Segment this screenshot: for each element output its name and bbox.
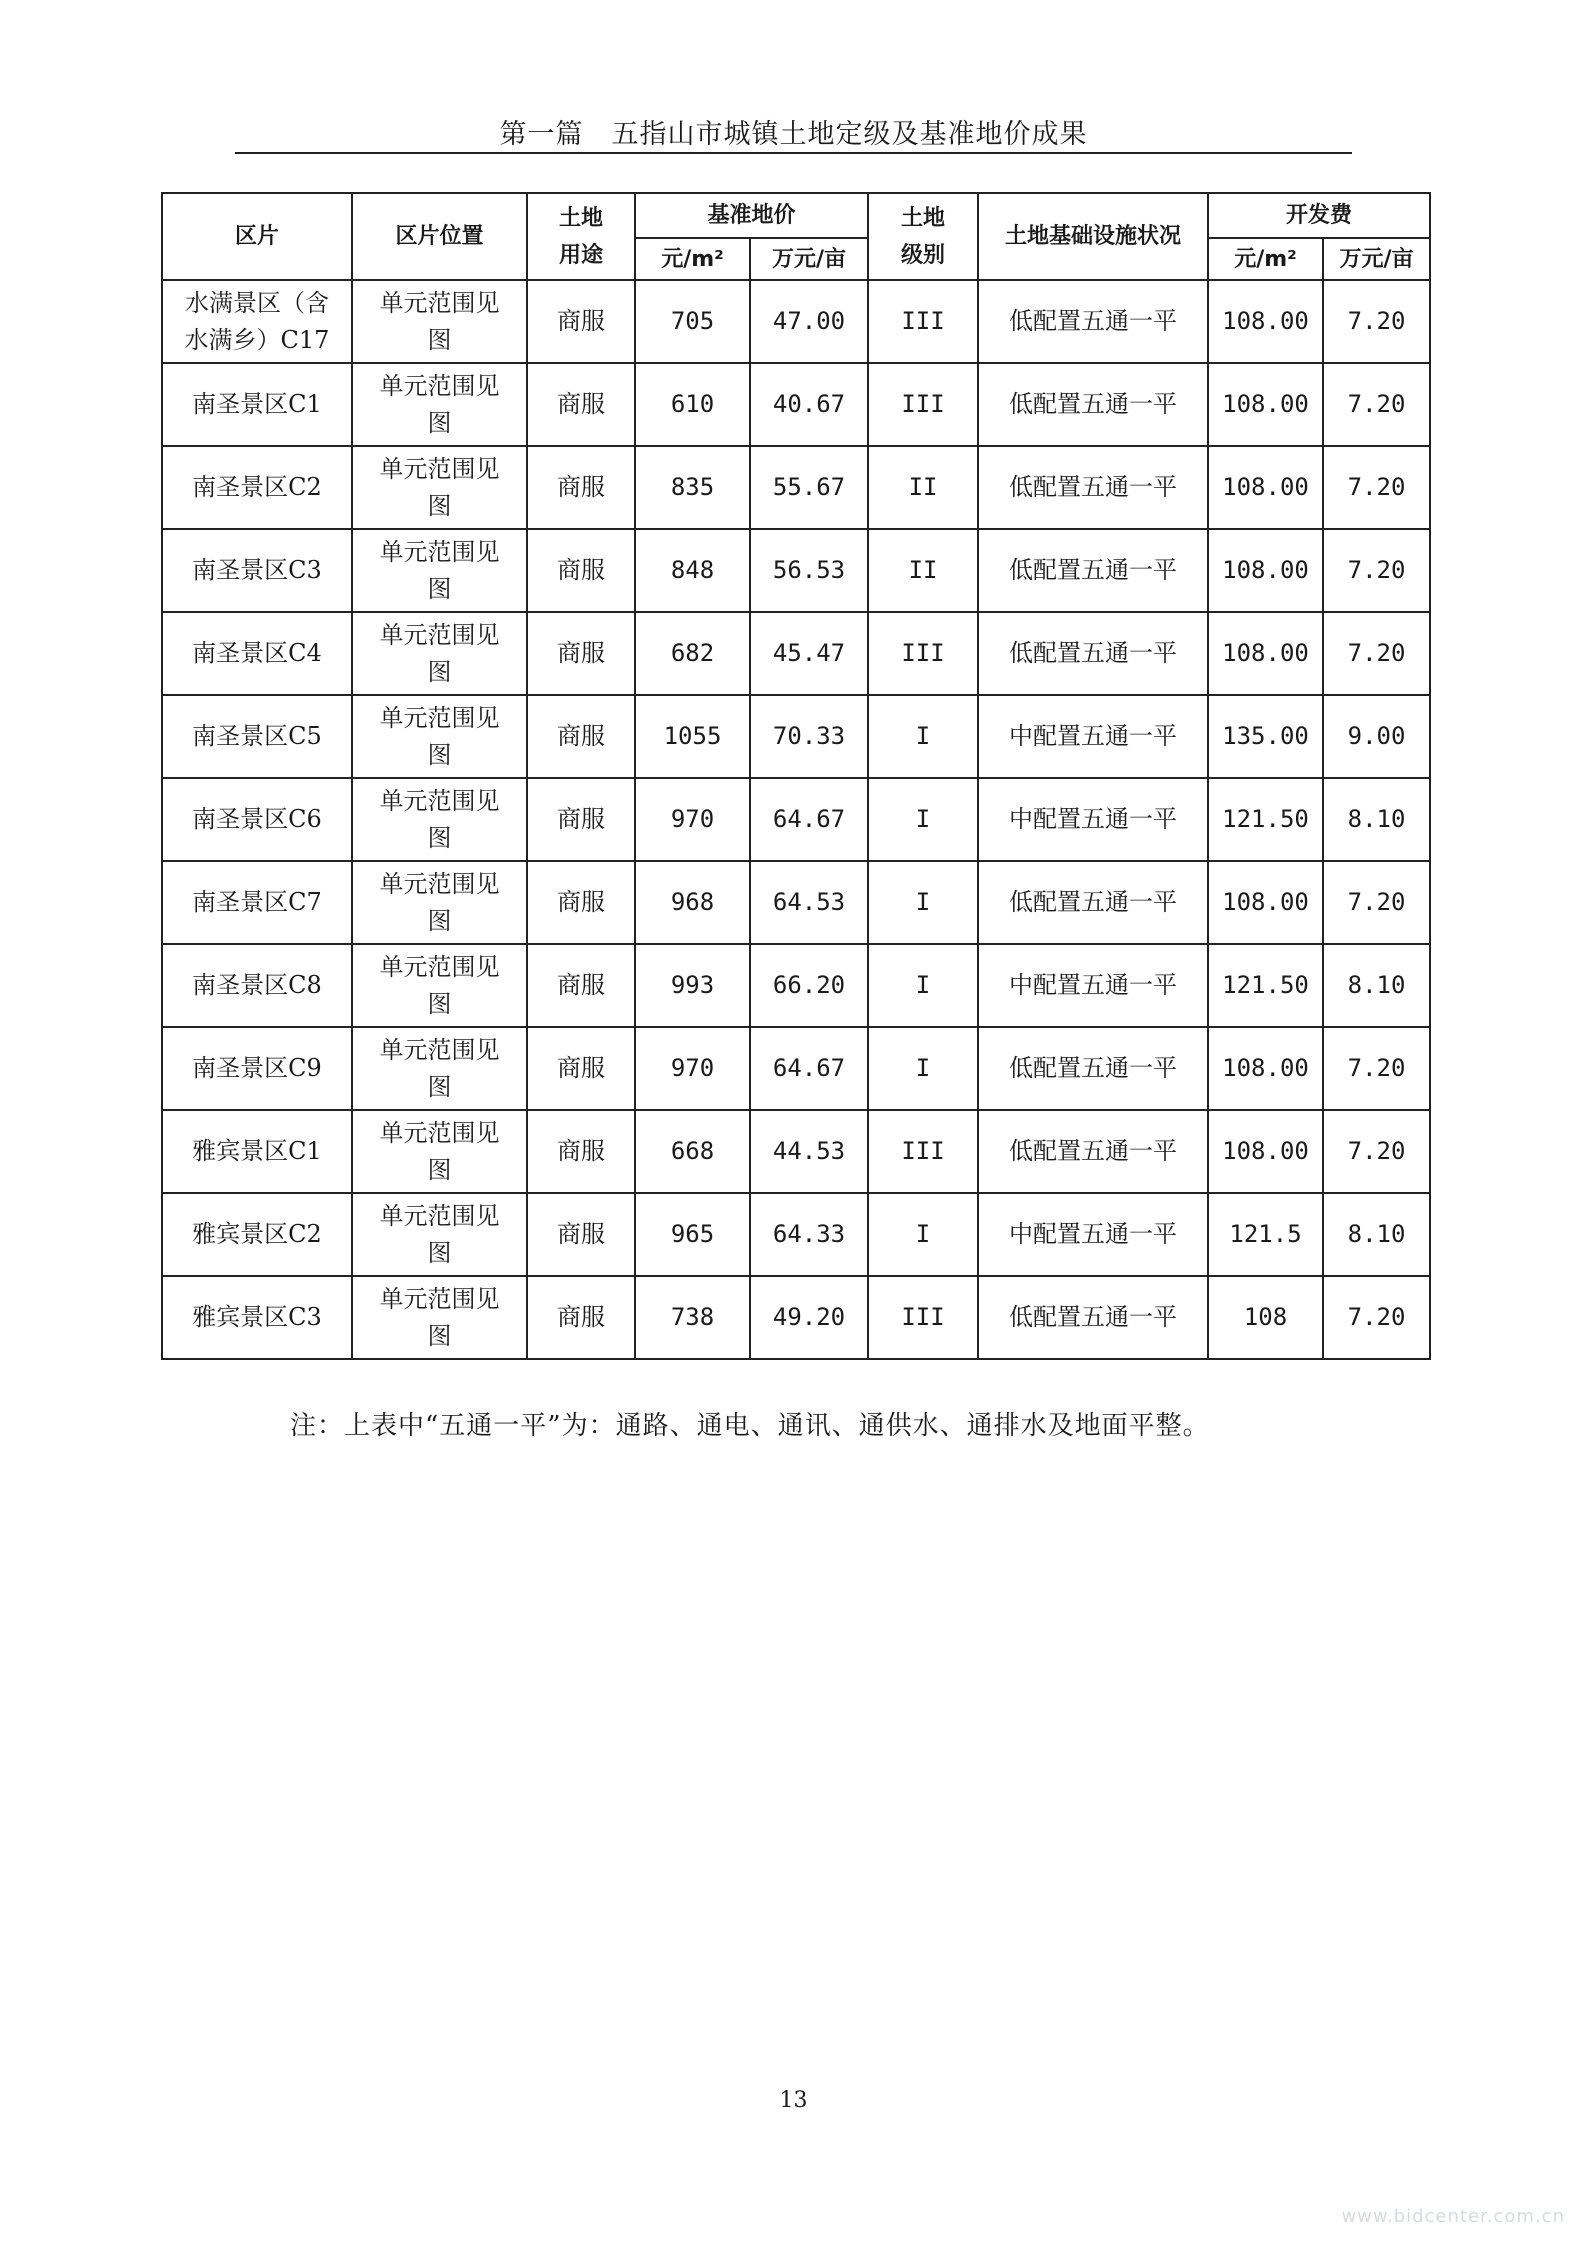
- table-row: [162, 612, 1430, 695]
- cell-location: 单元范围见图: [352, 446, 527, 529]
- cell-infra: 低配置五通一平: [978, 280, 1208, 363]
- cell-price-m2: 965: [635, 1193, 750, 1276]
- cell-price-m2: 970: [635, 778, 750, 861]
- cell-use: 商服: [527, 1276, 635, 1359]
- cell-infra: 低配置五通一平: [978, 1027, 1208, 1110]
- table-footnote: 注：上表中“五通一平”为：通路、通电、通讯、通供水、通排水及地面平整。: [290, 1411, 1210, 1441]
- cell-zone: 南圣景区C4: [162, 612, 352, 695]
- cell-infra: 中配置五通一平: [978, 1193, 1208, 1276]
- cell-fee-m2: 108.00: [1208, 529, 1323, 612]
- cell-location: 单元范围见图: [352, 695, 527, 778]
- cell-grade: I: [868, 695, 978, 778]
- cell-grade: I: [868, 1193, 978, 1276]
- cell-grade: III: [868, 612, 978, 695]
- cell-grade: I: [868, 944, 978, 1027]
- cell-location: 单元范围见图: [352, 778, 527, 861]
- header-dev-fee: 开发费: [1208, 193, 1430, 238]
- cell-zone: 水满景区（含水满乡）C17: [162, 280, 352, 363]
- table-row: [162, 529, 1430, 612]
- cell-price-mu: 70.33: [750, 695, 868, 778]
- cell-infra: 低配置五通一平: [978, 612, 1208, 695]
- cell-zone: 南圣景区C7: [162, 861, 352, 944]
- cell-grade: II: [868, 446, 978, 529]
- cell-fee-mu: 7.20: [1323, 363, 1430, 446]
- cell-zone: 南圣景区C3: [162, 529, 352, 612]
- cell-zone: 南圣景区C1: [162, 363, 352, 446]
- cell-use: 商服: [527, 446, 635, 529]
- cell-infra: 低配置五通一平: [978, 446, 1208, 529]
- cell-zone: 南圣景区C5: [162, 695, 352, 778]
- cell-use: 商服: [527, 363, 635, 446]
- table-row: [162, 778, 1430, 861]
- cell-zone: 南圣景区C6: [162, 778, 352, 861]
- cell-fee-m2: 135.00: [1208, 695, 1323, 778]
- cell-fee-mu: 8.10: [1323, 778, 1430, 861]
- table-row: [162, 446, 1430, 529]
- cell-fee-mu: 7.20: [1323, 861, 1430, 944]
- cell-fee-m2: 108.00: [1208, 363, 1323, 446]
- cell-grade: III: [868, 363, 978, 446]
- page-number: 13: [779, 2088, 808, 2113]
- cell-location: 单元范围见图: [352, 1193, 527, 1276]
- cell-location: 单元范围见图: [352, 1276, 527, 1359]
- header-land-grade: 土地级别: [868, 193, 978, 280]
- cell-infra: 低配置五通一平: [978, 1110, 1208, 1193]
- cell-price-m2: 1055: [635, 695, 750, 778]
- cell-fee-m2: 108.00: [1208, 1027, 1323, 1110]
- cell-fee-mu: 7.20: [1323, 1110, 1430, 1193]
- cell-location: 单元范围见图: [352, 861, 527, 944]
- cell-price-mu: 64.33: [750, 1193, 868, 1276]
- cell-zone: 南圣景区C8: [162, 944, 352, 1027]
- cell-zone: 雅宾景区C3: [162, 1276, 352, 1359]
- cell-fee-m2: 108.00: [1208, 612, 1323, 695]
- cell-fee-mu: 7.20: [1323, 1027, 1430, 1110]
- cell-fee-m2: 121.50: [1208, 944, 1323, 1027]
- header-fee-unit-m2: 元/m²: [1208, 238, 1323, 280]
- cell-fee-m2: 121.5: [1208, 1193, 1323, 1276]
- cell-price-mu: 40.67: [750, 363, 868, 446]
- cell-fee-mu: 9.00: [1323, 695, 1430, 778]
- cell-use: 商服: [527, 1110, 635, 1193]
- cell-price-mu: 56.53: [750, 529, 868, 612]
- table-row: [162, 695, 1430, 778]
- cell-fee-mu: 7.20: [1323, 280, 1430, 363]
- cell-infra: 低配置五通一平: [978, 529, 1208, 612]
- cell-price-mu: 64.67: [750, 778, 868, 861]
- cell-price-m2: 705: [635, 280, 750, 363]
- table-row: [162, 1027, 1430, 1110]
- table-row: [162, 363, 1430, 446]
- cell-infra: 低配置五通一平: [978, 363, 1208, 446]
- cell-infra: 中配置五通一平: [978, 695, 1208, 778]
- cell-use: 商服: [527, 612, 635, 695]
- cell-use: 商服: [527, 944, 635, 1027]
- cell-price-mu: 47.00: [750, 280, 868, 363]
- cell-price-mu: 64.67: [750, 1027, 868, 1110]
- cell-location: 单元范围见图: [352, 363, 527, 446]
- cell-zone: 南圣景区C9: [162, 1027, 352, 1110]
- cell-fee-m2: 108.00: [1208, 1110, 1323, 1193]
- cell-grade: I: [868, 1027, 978, 1110]
- cell-price-mu: 64.53: [750, 861, 868, 944]
- cell-price-m2: 610: [635, 363, 750, 446]
- table-row: [162, 1276, 1430, 1359]
- cell-zone: 雅宾景区C2: [162, 1193, 352, 1276]
- cell-fee-m2: 108: [1208, 1276, 1323, 1359]
- header-base-price: 基准地价: [635, 193, 868, 238]
- cell-price-mu: 45.47: [750, 612, 868, 695]
- cell-zone: 南圣景区C2: [162, 446, 352, 529]
- table-row: [162, 1110, 1430, 1193]
- cell-grade: I: [868, 861, 978, 944]
- cell-use: 商服: [527, 778, 635, 861]
- cell-infra: 低配置五通一平: [978, 1276, 1208, 1359]
- cell-price-m2: 738: [635, 1276, 750, 1359]
- cell-fee-mu: 7.20: [1323, 612, 1430, 695]
- cell-price-m2: 970: [635, 1027, 750, 1110]
- header-price-unit-mu: 万元/亩: [750, 238, 868, 280]
- cell-price-m2: 835: [635, 446, 750, 529]
- cell-grade: I: [868, 778, 978, 861]
- header-location: 区片位置: [352, 193, 527, 280]
- cell-price-mu: 66.20: [750, 944, 868, 1027]
- cell-price-m2: 968: [635, 861, 750, 944]
- header-divider: [235, 152, 1352, 154]
- header-price-unit-m2: 元/m²: [635, 238, 750, 280]
- cell-use: 商服: [527, 529, 635, 612]
- header-infrastructure: 土地基础设施状况: [978, 193, 1208, 280]
- cell-use: 商服: [527, 1027, 635, 1110]
- cell-infra: 低配置五通一平: [978, 861, 1208, 944]
- cell-zone: 雅宾景区C1: [162, 1110, 352, 1193]
- cell-use: 商服: [527, 280, 635, 363]
- cell-location: 单元范围见图: [352, 280, 527, 363]
- cell-fee-mu: 7.20: [1323, 446, 1430, 529]
- base-price-table: [161, 192, 1431, 1360]
- cell-use: 商服: [527, 861, 635, 944]
- cell-fee-m2: 108.00: [1208, 446, 1323, 529]
- watermark: www.bidcenter.com.cn: [1341, 2206, 1565, 2227]
- cell-location: 单元范围见图: [352, 1110, 527, 1193]
- cell-use: 商服: [527, 695, 635, 778]
- cell-price-m2: 993: [635, 944, 750, 1027]
- cell-grade: II: [868, 529, 978, 612]
- cell-fee-m2: 121.50: [1208, 778, 1323, 861]
- header-fee-unit-mu: 万元/亩: [1323, 238, 1430, 280]
- cell-price-m2: 682: [635, 612, 750, 695]
- cell-fee-mu: 7.20: [1323, 529, 1430, 612]
- table-row: [162, 944, 1430, 1027]
- cell-use: 商服: [527, 1193, 635, 1276]
- cell-fee-m2: 108.00: [1208, 280, 1323, 363]
- cell-fee-mu: 8.10: [1323, 944, 1430, 1027]
- table-row: [162, 861, 1430, 944]
- cell-fee-mu: 7.20: [1323, 1276, 1430, 1359]
- cell-location: 单元范围见图: [352, 529, 527, 612]
- table-row: [162, 280, 1430, 363]
- cell-price-mu: 44.53: [750, 1110, 868, 1193]
- cell-fee-mu: 8.10: [1323, 1193, 1430, 1276]
- cell-location: 单元范围见图: [352, 612, 527, 695]
- table-row: [162, 1193, 1430, 1276]
- cell-price-mu: 55.67: [750, 446, 868, 529]
- cell-fee-m2: 108.00: [1208, 861, 1323, 944]
- cell-location: 单元范围见图: [352, 944, 527, 1027]
- cell-infra: 中配置五通一平: [978, 778, 1208, 861]
- cell-grade: III: [868, 1276, 978, 1359]
- cell-price-m2: 848: [635, 529, 750, 612]
- cell-price-m2: 668: [635, 1110, 750, 1193]
- cell-infra: 中配置五通一平: [978, 944, 1208, 1027]
- cell-grade: III: [868, 1110, 978, 1193]
- cell-location: 单元范围见图: [352, 1027, 527, 1110]
- header-zone: 区片: [162, 193, 352, 280]
- cell-grade: III: [868, 280, 978, 363]
- page-header-title: 第一篇 五指山市城镇土地定级及基准地价成果: [499, 119, 1088, 150]
- cell-price-mu: 49.20: [750, 1276, 868, 1359]
- header-land-use: 土地用途: [527, 193, 635, 280]
